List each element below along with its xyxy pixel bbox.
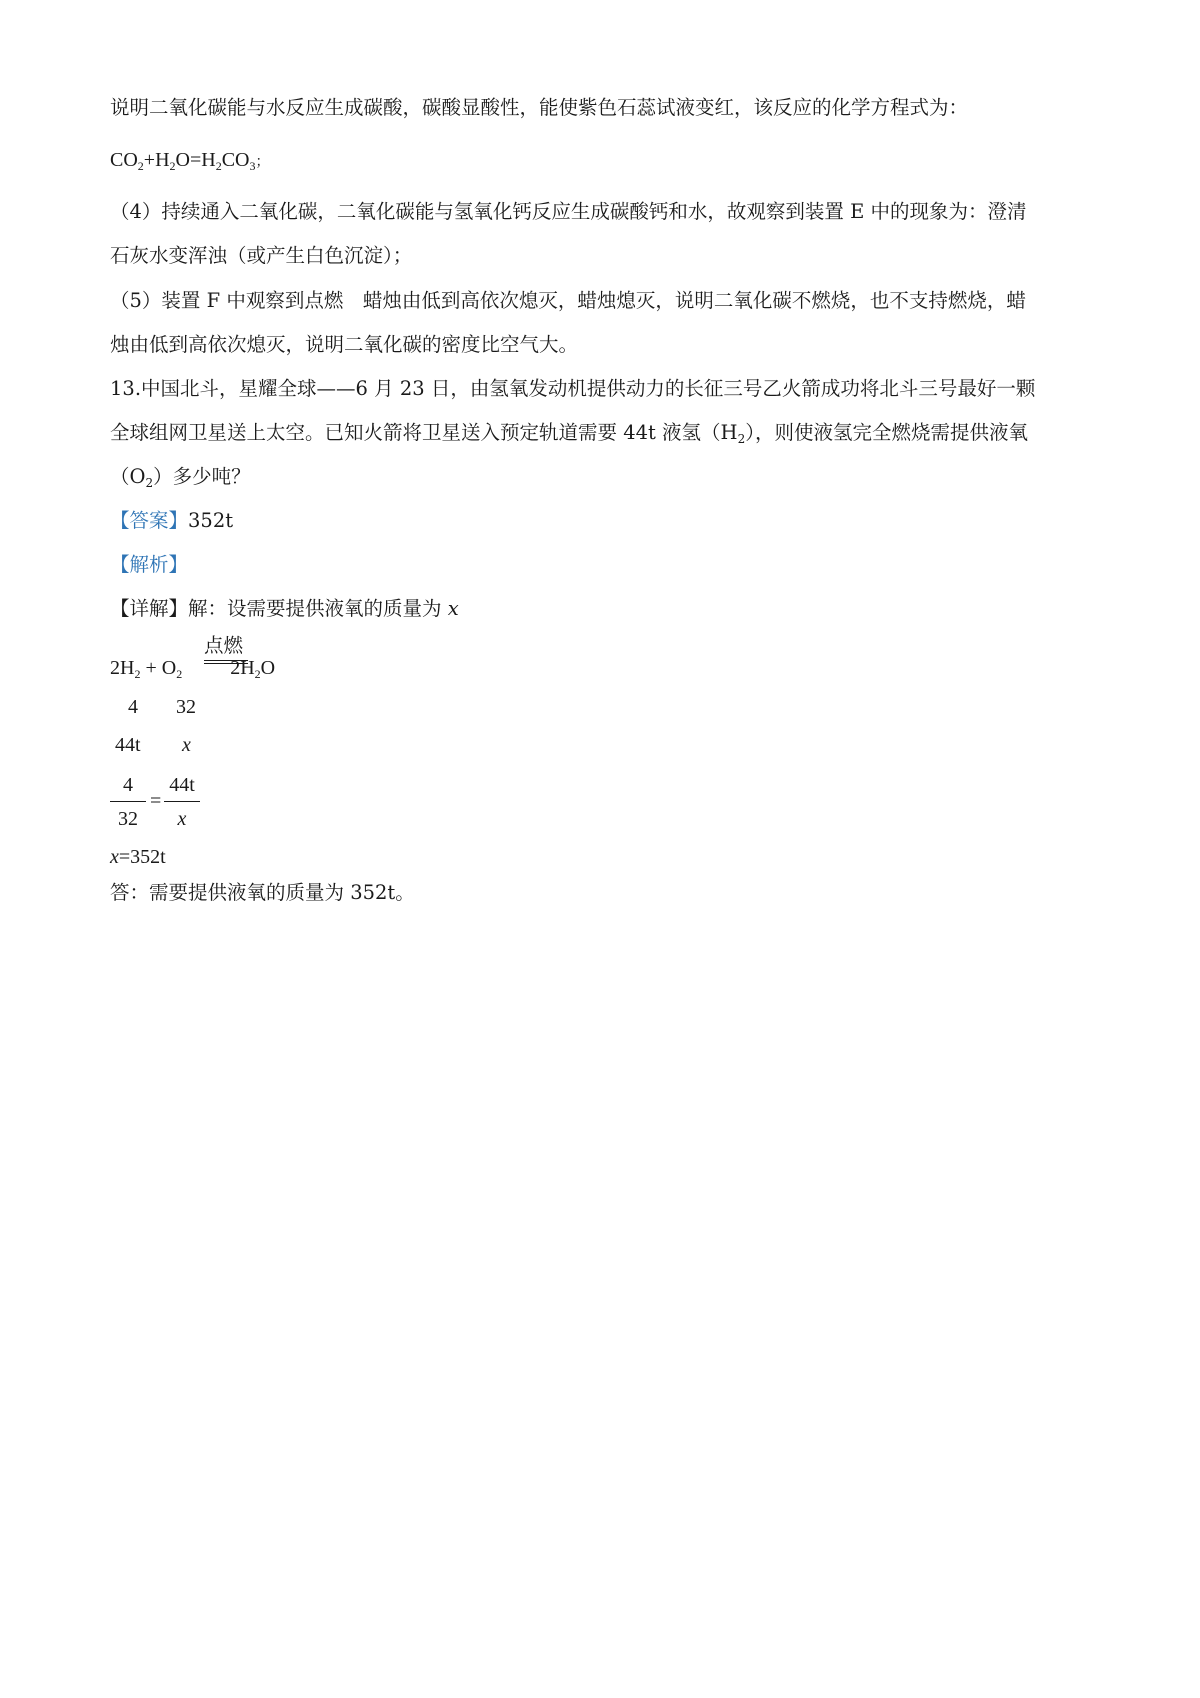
answer-line	[110, 508, 233, 534]
fraction-left-denominator: 32	[118, 808, 138, 830]
text-line: 说明二氧化碳能与水反应生成碳酸，碳酸显酸性，能使紫色石蕊试液变红，该反应的化学方程式为：	[110, 96, 969, 119]
equals-sign: =	[150, 790, 162, 812]
fraction-left-numerator: 4	[123, 774, 133, 796]
text-line: 石灰水变浑浊（或产生白色沉淀）；	[110, 244, 413, 267]
question-13-line: $(O_2)$多少吨？	[110, 465, 251, 490]
analysis-label: 【解析】	[110, 553, 189, 576]
text-line: （5）装置 F 中观察到点燃 蜡烛由低到高依次熄灭，蜡烛熄灭，说明二氧化碳不燃烧，也不支持燃烧，蜡	[110, 289, 1026, 312]
reaction-condition: 点燃	[204, 634, 244, 657]
text-line: （4）持续通入二氧化碳，二氧化碳能与氢氧化钙反应生成碳酸钙和水，故观察到装置 E 中的现象为：澄清	[110, 200, 1027, 223]
fraction-bar	[110, 801, 146, 802]
question-13-line: 13.中国北斗，星耀全球——6 月 23 日，由氢氧发动机提供动力的长征三号乙火箭成功将北斗三号最好一颗	[110, 377, 1036, 400]
fraction-right-numerator: 44t	[169, 774, 195, 796]
result-line: x=352t	[110, 846, 166, 868]
equation-co2-water: $CO_2+H_2O=H_2CO_3$；	[110, 149, 270, 173]
fraction-right-denominator: x	[177, 808, 187, 830]
relative-mass-h2: 4	[128, 696, 138, 718]
detail-line: 【详解】解：设需要提供液氧的质量为 x	[110, 597, 459, 620]
answer-label: 【答案】	[110, 509, 189, 532]
given-mass-h2: 44t	[115, 734, 141, 756]
reaction-equation: $2H_2 + O_2$ $2H_2O$	[110, 657, 276, 681]
relative-mass-o2: 32	[176, 696, 196, 718]
answer-value: 352t	[188, 509, 234, 532]
unknown-mass-o2: x	[182, 734, 191, 756]
conclusion-line: 答：需要提供液氧的质量为 352t。	[110, 881, 415, 904]
proportion	[108, 766, 278, 836]
fraction-bar	[164, 801, 200, 802]
question-13-line: 全球组网卫星送上太空。已知火箭将卫星送入预定轨道需要 44t 液氢$(H_2)$，则使液氢完全燃烧需提供液氧	[110, 421, 1028, 446]
text-line: 烛由低到高依次熄灭，说明二氧化碳的密度比空气大。	[110, 333, 579, 356]
